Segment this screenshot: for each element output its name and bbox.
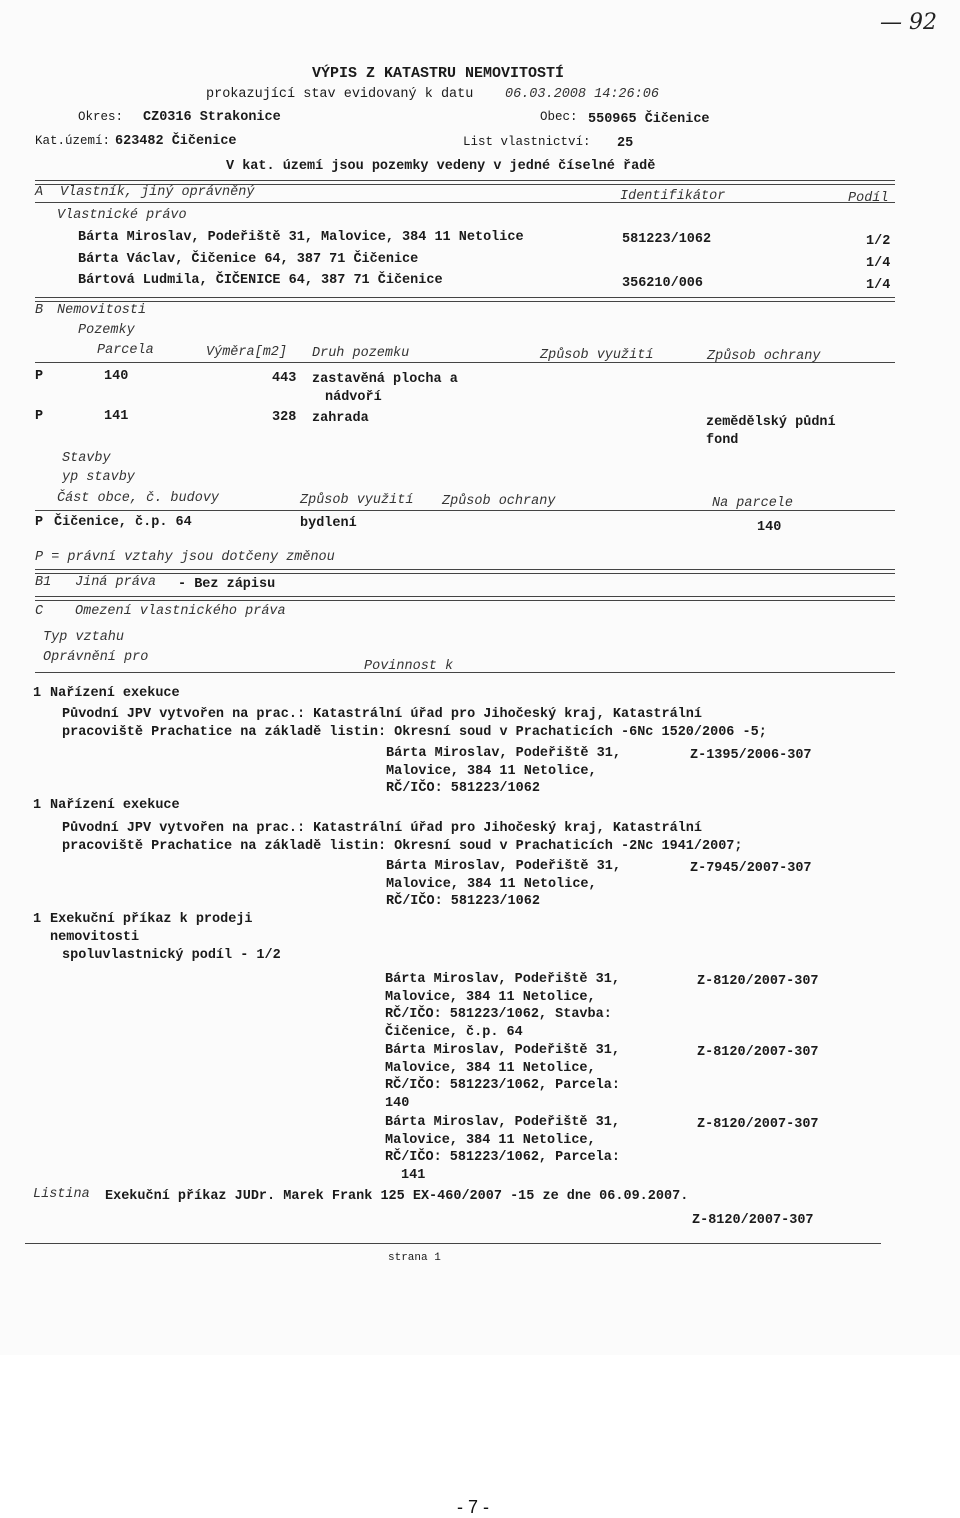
entry-origin-cont: pracoviště Prachatice na základě listin: Okresní soud v Prachaticích -6Nc 1520/2006 -5; [62, 725, 767, 740]
owner-name: Bárta Václav, Čičenice 64, 387 71 Čičenice [78, 252, 419, 267]
povinnost-k-label: Povinnost k [364, 659, 454, 674]
parcel-area: 443 [272, 371, 297, 386]
entry-party-address: Malovice, 384 11 Netolice, [385, 1061, 596, 1076]
col-stavby-vyuziti: Způsob využití [300, 493, 414, 508]
listina-label: Listina [33, 1187, 90, 1202]
rule [35, 202, 895, 203]
okres-label: Okres: [78, 110, 124, 124]
typ-vztahu-label: Typ vztahu [43, 630, 125, 645]
parcel-protection-cont: fond [706, 433, 739, 448]
opravneni-pro-label: Oprávnění pro [43, 650, 149, 665]
stavby-label: Stavby [62, 451, 111, 466]
owner-id: 581223/1062 [622, 232, 712, 247]
section-c-letter: C [35, 604, 44, 619]
owner-share: 1/2 [866, 234, 891, 249]
col-podil: Podíl [848, 191, 889, 206]
entry-title: Exekuční příkaz k prodeji [50, 912, 253, 927]
lv-value: 25 [617, 136, 634, 151]
col-druh: Druh pozemku [312, 346, 410, 361]
corner-handwritten-mark: — 92 [880, 10, 937, 35]
entry-reference: Z-8120/2007-307 [697, 1117, 819, 1132]
parcel-flag: P [35, 409, 44, 424]
parcel-type-cont: nádvoří [325, 390, 382, 405]
parcel-number: 141 [104, 409, 129, 424]
legend-note: P = právní vztahy jsou dotčeny změnou [35, 550, 335, 565]
entry-party: Bárta Miroslav, Podeřiště 31, [385, 1043, 620, 1058]
owner-share: 1/4 [866, 256, 891, 271]
parcel-type: zastavěná plocha a [312, 372, 458, 387]
footer-rule [25, 1243, 881, 1244]
section-a-letter: A [35, 185, 44, 200]
col-identifikator: Identifikátor [620, 189, 726, 204]
parcel-type: zahrada [312, 411, 369, 426]
entry-party-address: Malovice, 384 11 Netolice, [385, 1133, 596, 1148]
entry-party: Bárta Miroslav, Podeřiště 31, [385, 1115, 620, 1130]
lv-label: List vlastnictví: [463, 135, 591, 149]
col-parcela: Parcela [97, 343, 154, 358]
entry-party-address: Malovice, 384 11 Netolice, [386, 877, 597, 892]
building-parcel: 140 [757, 520, 782, 535]
owner-name: Bárta Miroslav, Podeřiště 31, Malovice, 384 11 Netolice [78, 230, 524, 245]
building-flag: P [35, 515, 44, 530]
entry-object: 140 [385, 1096, 410, 1111]
col-na-parcele: Na parcele [712, 496, 794, 511]
section-b1-letter: B1 [35, 575, 52, 590]
katuzemi-value: 623482 Čičenice [115, 134, 237, 149]
entry-reference: Z-1395/2006-307 [690, 748, 812, 763]
listina-text: Exekuční příkaz JUDr. Marek Frank 125 EX-460/2007 -15 ze dne 06.09.2007. [105, 1189, 689, 1204]
entry-party: Bárta Miroslav, Podeřiště 31, [386, 859, 621, 874]
entry-title-cont: nemovitosti [50, 930, 140, 945]
vlastnicke-pravo-label: Vlastnické právo [57, 208, 187, 223]
entry-object: 141 [401, 1168, 426, 1183]
col-ochrana: Způsob ochrany [707, 349, 821, 364]
col-cast-obce: Část obce, č. budovy [57, 491, 220, 506]
entry-share: spoluvlastnický podíl - 1/2 [62, 948, 281, 963]
entry-party-address: Malovice, 384 11 Netolice, [385, 990, 596, 1005]
col-vymera: Výměra[m2] [206, 345, 288, 360]
section-b1-rule [35, 569, 895, 574]
obec-value: 550965 Čičenice [588, 112, 710, 127]
section-b-rule [35, 297, 895, 302]
entry-party-id: RČ/IČO: 581223/1062, Parcela: [385, 1150, 620, 1165]
section-b1-value: - Bez zápisu [178, 577, 276, 592]
listina-reference: Z-8120/2007-307 [692, 1213, 814, 1228]
entry-title: Nařízení exekuce [50, 798, 180, 813]
col-stavby-ochrana: Způsob ochrany [442, 494, 556, 509]
entry-title: Nařízení exekuce [50, 686, 180, 701]
entry-party-address: Malovice, 384 11 Netolice, [386, 764, 597, 779]
entry-reference: Z-7945/2007-307 [690, 861, 812, 876]
entry-number: 1 [33, 686, 42, 701]
parcel-flag: P [35, 369, 44, 384]
owner-id: 356210/006 [622, 276, 704, 291]
section-a-title: Vlastník, jiný oprávněný [60, 185, 255, 200]
owner-share: 1/4 [866, 278, 891, 293]
entry-origin: Původní JPV vytvořen na prac.: Katastrální úřad pro Jihočeský kraj, Katastrální [62, 821, 703, 836]
page-label: strana 1 [388, 1252, 441, 1264]
section-c-title: Omezení vlastnického práva [75, 604, 286, 619]
owner-name: Bártová Ludmila, ČIČENICE 64, 387 71 Čičenice [78, 273, 443, 288]
subtitle-label: prokazující stav evidovaný k datu [206, 87, 474, 102]
entry-party: Bárta Miroslav, Podeřiště 31, [386, 746, 621, 761]
entry-party: Bárta Miroslav, Podeřiště 31, [385, 972, 620, 987]
section-c-rule [35, 596, 895, 601]
entry-party-id: RČ/IČO: 581223/1062, Stavba: [385, 1007, 612, 1022]
building-use: bydlení [300, 516, 357, 531]
section-b-letter: B [35, 303, 44, 318]
entry-party-id: RČ/IČO: 581223/1062 [386, 894, 540, 909]
katuzemi-label: Kat.území: [35, 134, 111, 148]
subtitle-date: 06.03.2008 14:26:06 [505, 87, 659, 102]
entry-party-id: RČ/IČO: 581223/1062 [386, 781, 540, 796]
parcel-area: 328 [272, 410, 297, 425]
section-b1-title: Jiná práva [75, 575, 157, 590]
page-number: - 7 - [457, 1497, 490, 1517]
pozemky-label: Pozemky [78, 323, 135, 338]
rule [35, 510, 895, 511]
entry-number: 1 [33, 912, 42, 927]
building-name: Čičenice, č.p. 64 [54, 515, 192, 530]
typ-stavby-label: yp stavby [62, 470, 135, 485]
entry-party-id: RČ/IČO: 581223/1062, Parcela: [385, 1078, 620, 1093]
rule [35, 672, 895, 673]
entry-origin-cont: pracoviště Prachatice na základě listin: Okresní soud v Prachaticích -2Nc 1941/2007; [62, 839, 743, 854]
okres-value: CZ0316 Strakonice [143, 110, 281, 125]
entry-object: Čičenice, č.p. 64 [385, 1025, 523, 1040]
section-b-title: Nemovitosti [57, 303, 147, 318]
obec-label: Obec: [540, 110, 578, 124]
entry-origin: Původní JPV vytvořen na prac.: Katastrální úřad pro Jihočeský kraj, Katastrální [62, 707, 703, 722]
rule [35, 362, 895, 363]
parcel-number: 140 [104, 369, 129, 384]
cadastre-note: V kat. území jsou pozemky vedeny v jedné číselné řadě [226, 159, 656, 174]
entry-reference: Z-8120/2007-307 [697, 1045, 819, 1060]
col-vyuziti: Způsob využití [540, 348, 654, 363]
document-title: VÝPIS Z KATASTRU NEMOVITOSTÍ [312, 65, 565, 82]
parcel-protection: zemědělský půdní [706, 415, 836, 430]
entry-number: 1 [33, 798, 42, 813]
entry-reference: Z-8120/2007-307 [697, 974, 819, 989]
